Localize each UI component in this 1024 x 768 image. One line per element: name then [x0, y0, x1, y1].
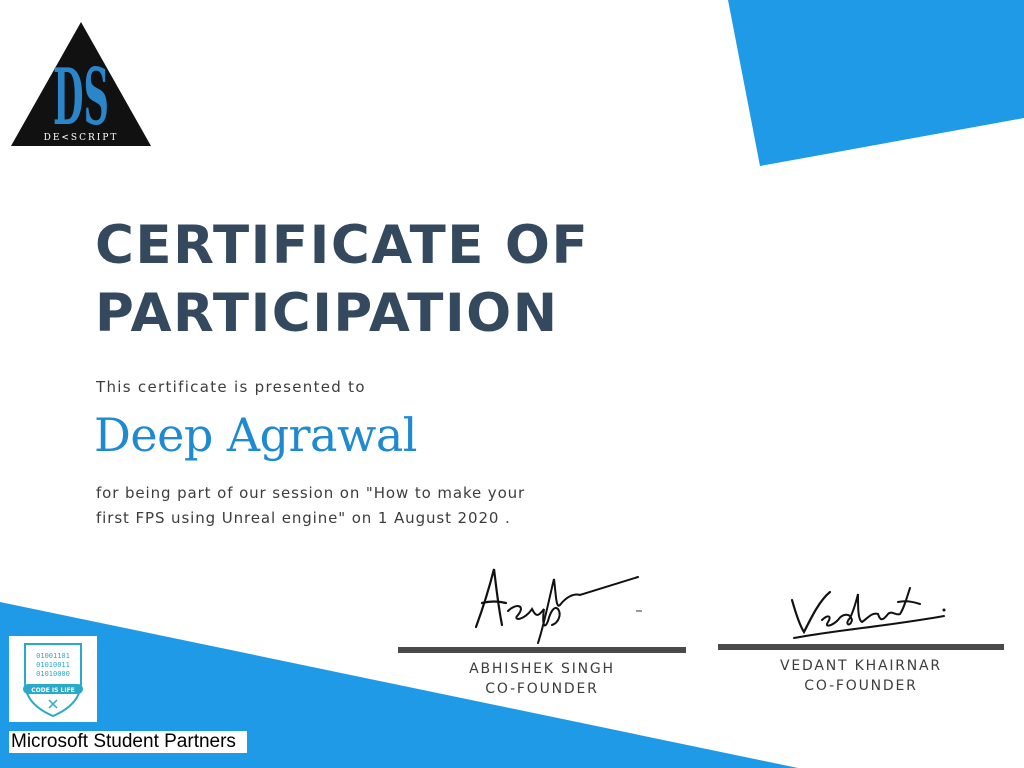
signatory-1 [398, 565, 686, 697]
descript-logo [8, 20, 154, 148]
signatory-name: VEDANT KHAIRNAR [780, 658, 942, 674]
top-right-blue-shape [728, 0, 1024, 166]
certificate-title [95, 212, 589, 348]
presented-to-text: This certificate is presented to [96, 378, 366, 396]
signature-image-vedant [718, 580, 1004, 644]
title-line-1: CERTIFICATE OF [95, 215, 590, 276]
signatory-2 [718, 580, 1004, 694]
title-line-2: PARTICIPATION [95, 283, 559, 344]
badge-binary-3: 01010000 [36, 670, 70, 678]
signatory-name: ABHISHEK SINGH [469, 661, 615, 677]
signature-line [398, 647, 686, 653]
badge-motto: CODE IS LIFE [31, 687, 75, 694]
signatory-role: CO-FOUNDER [804, 678, 918, 694]
msp-name: Microsoft Student Partners [9, 731, 247, 753]
signature-image-abhishek [398, 565, 686, 645]
msp-badge-logo [9, 636, 97, 722]
recipient-name: Deep Agrawal [94, 408, 417, 462]
badge-binary-2: 01010011 [36, 661, 70, 669]
signatory-role: CO-FOUNDER [485, 681, 599, 697]
badge-binary-1: 01001101 [36, 652, 70, 660]
description-text: for being part of our session on "How to make your first FPS using Unreal engine" on 1 August 2020 . [96, 484, 526, 527]
logo-wordmark: DE<SCRIPT [43, 133, 119, 143]
signature-line [718, 644, 1004, 650]
logo-monogram: DS [53, 52, 109, 143]
